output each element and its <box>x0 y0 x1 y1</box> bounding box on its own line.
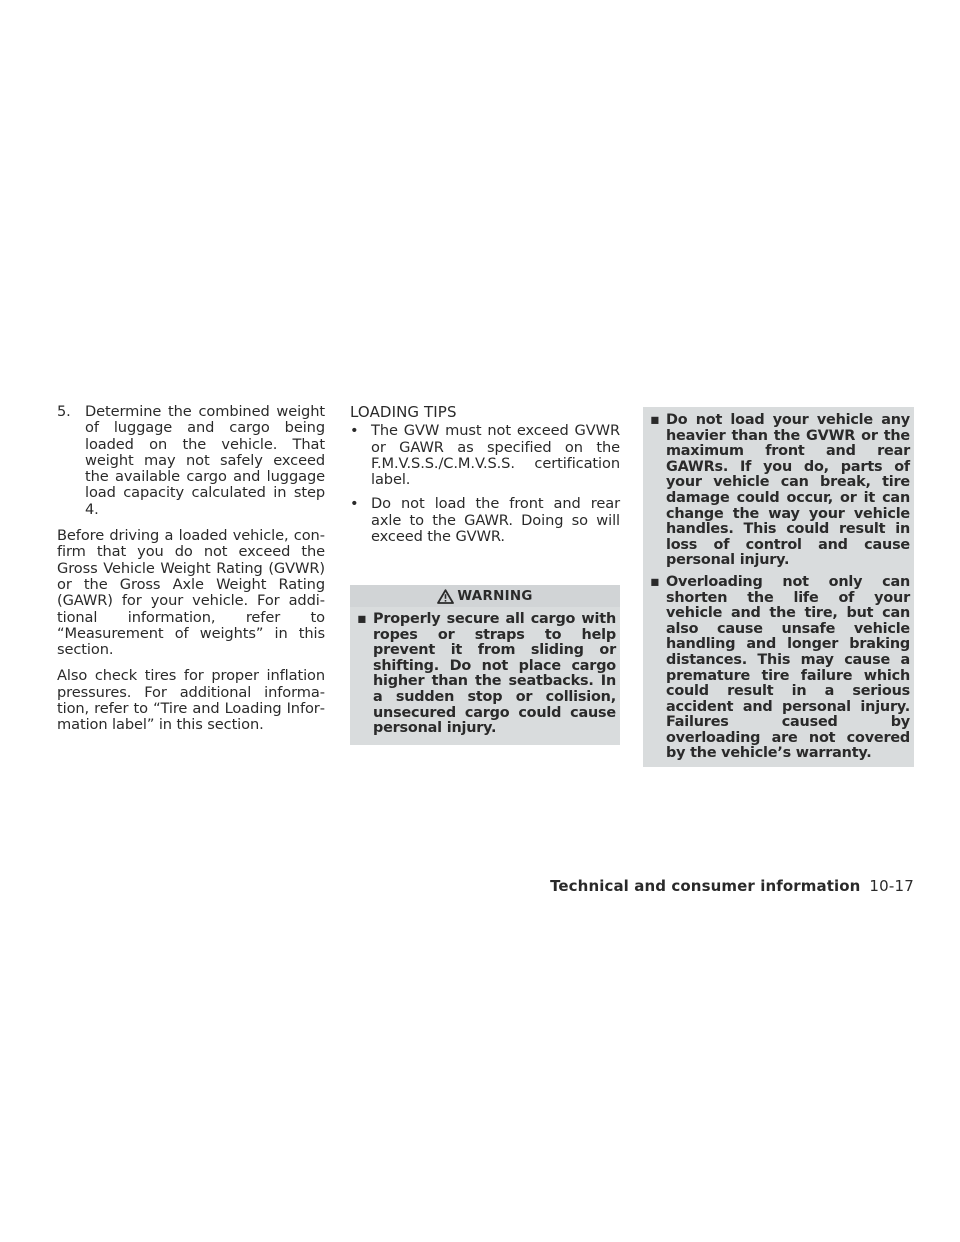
warning-item <box>354 612 616 737</box>
page-footer <box>550 877 914 895</box>
bullet-mark: • <box>350 422 359 440</box>
column-middle <box>350 404 620 553</box>
list-item-text: Do not load the front and rear axle to the GAWR. Doing so will exceed the GVWR. <box>371 495 620 546</box>
bullet-mark: ▪ <box>357 611 367 627</box>
bullet-mark: ▪ <box>650 573 660 590</box>
warning-header <box>350 585 620 607</box>
list-item <box>350 423 620 488</box>
paragraph-tire-inflation: Also check tires for proper inflation pressures. For additional information, refer to “Tire and Loading Information label” in this section. <box>57 667 325 734</box>
step-number: 5. <box>57 403 71 420</box>
list-item-text: The GVW must not exceed GVWR or GAWR as specified on the F.M.V.S.S./C.M.V.S.S. certification label. <box>371 422 620 489</box>
warning-item-text: Overloading not only can shorten the life of your vehicle and the tire, but can also cause unsafe vehicle handling and longer braking distances. This may cause a premature tire failure which could result in a serious accident and personal injury. Failures caused by overloading are not covered by the vehicle’s warranty. <box>666 573 910 762</box>
section-heading: LOADING TIPS <box>350 403 457 421</box>
page-number: 10-17 <box>869 877 914 895</box>
warning-body <box>350 607 620 745</box>
warning-triangle-icon <box>437 589 454 604</box>
warning-box-continued <box>643 407 914 767</box>
paragraph-confirm-weight: Before driving a loaded vehicle, confirm that you do not exceed the Gross Vehicle Weight Rating (GVWR) or the Gross Axle Weight Rating (GAWR) for your vehicle. For additional information, refer to “Measurement of weights” in this section. <box>57 527 325 659</box>
warning-box <box>350 585 620 745</box>
list-item <box>350 496 620 545</box>
step-text: Determine the combined weight of luggage and cargo being loaded on the vehicle. That weight may not safely exceed the available cargo and luggage load capacity calculated in step 4. <box>85 403 325 518</box>
bullet-mark: • <box>350 495 359 513</box>
warning-item <box>647 413 910 569</box>
warning-item-text: Do not load your vehicle any heavier than the GVWR or the maximum front and rear GAWRs. If you do, parts of your vehicle can break, tire damage could occur, or it can change the way your vehicle handles. This could result in loss of control and cause personal injury. <box>666 412 910 569</box>
column-left <box>57 404 325 744</box>
warning-item <box>647 575 910 762</box>
footer-section-title: Technical and consumer information <box>550 877 861 895</box>
step-item <box>57 404 325 518</box>
warning-title: WARNING <box>457 588 533 604</box>
warning-item-text: Properly secure all cargo with ropes or straps to help prevent it from sliding or shifting. Do not place cargo higher than the seatbacks. In a sudden stop or collision, unsecured cargo could cause personal injury. <box>373 611 616 737</box>
bullet-mark: ▪ <box>650 412 660 428</box>
